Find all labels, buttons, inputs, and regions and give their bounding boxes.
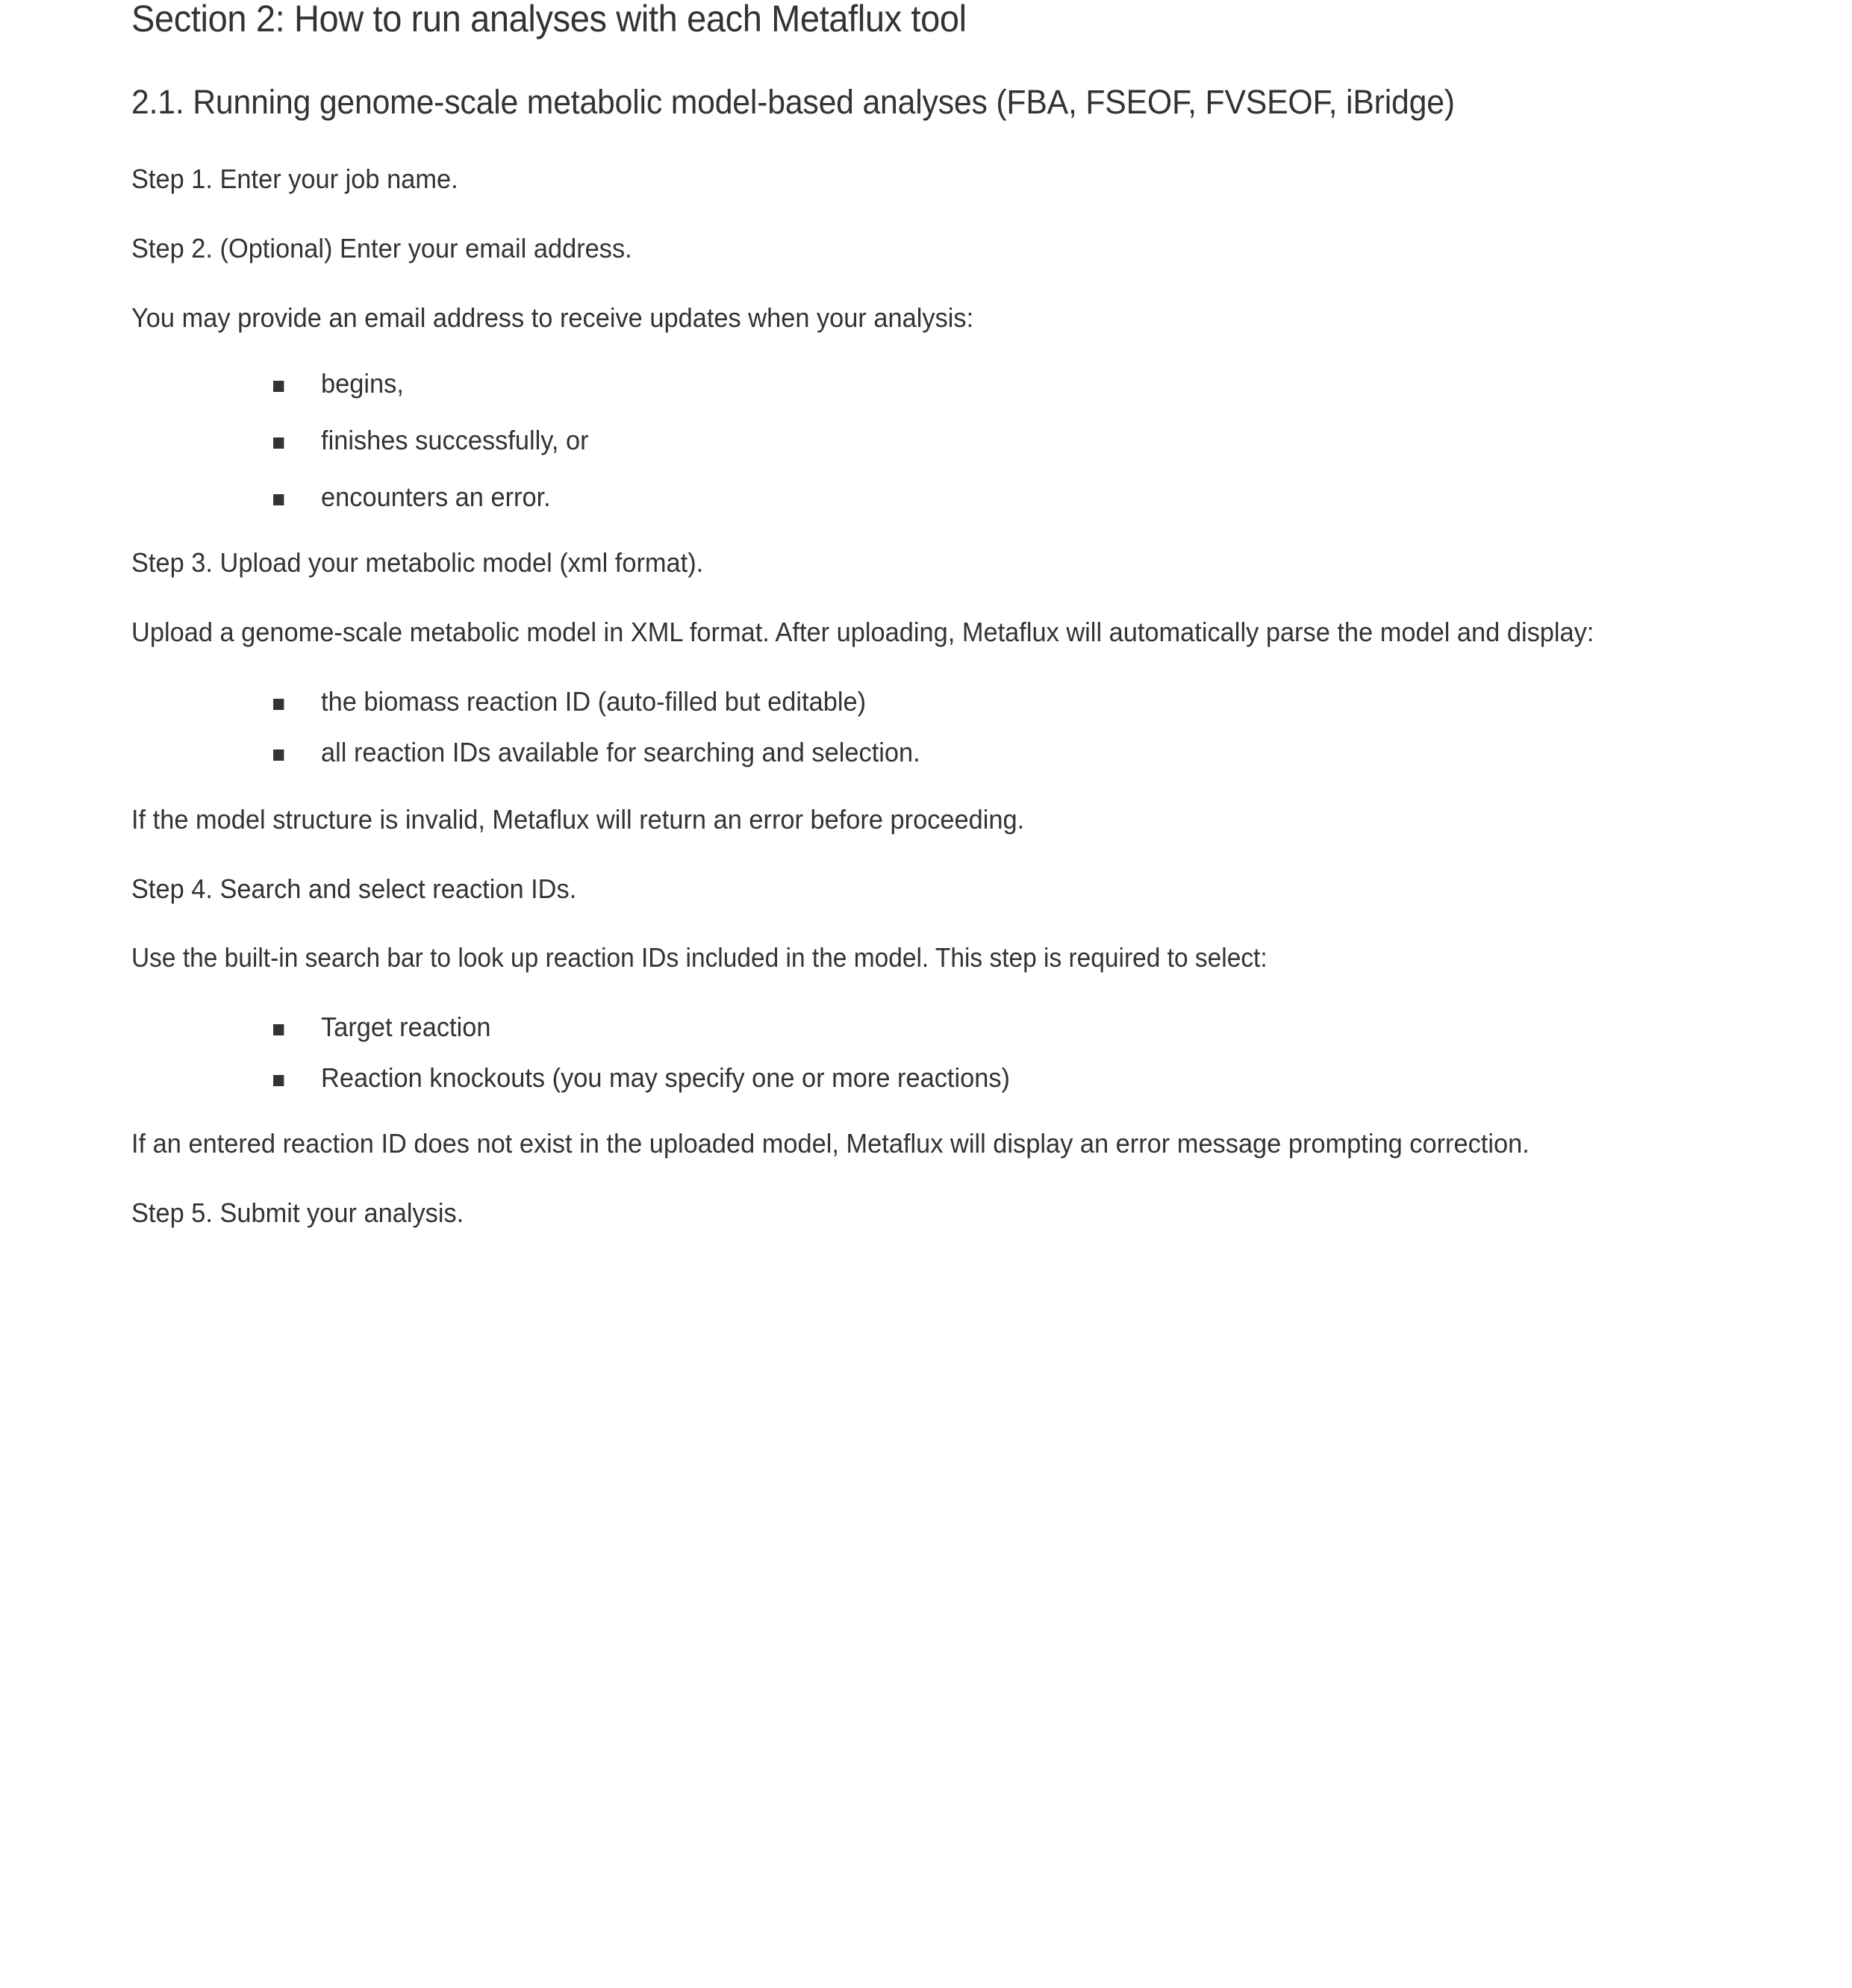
search-selection-list xyxy=(131,1007,1620,1098)
list-item-label: finishes successfully, or xyxy=(321,425,589,456)
invalid-model-note: If the model structure is invalid, Metaflux will return an error before proceeding. xyxy=(131,803,1025,835)
list-item xyxy=(131,364,1553,404)
search-paragraph: Use the built-in search bar to look up reaction IDs included in the model. This step is required to select: xyxy=(131,942,1268,973)
list-item-label: Reaction knockouts (you may specify one or more reactions) xyxy=(321,1062,1010,1094)
list-item xyxy=(131,420,1553,461)
step-3-text: Step 3. Upload your metabolic model (xml format). xyxy=(131,547,704,579)
list-item xyxy=(131,732,1553,773)
square-bullet-icon xyxy=(273,1024,284,1035)
step-2-text: Step 2. (Optional) Enter your email address. xyxy=(131,233,632,264)
list-item-label: the biomass reaction ID (auto-filled but editable) xyxy=(321,685,867,717)
square-bullet-icon xyxy=(273,750,284,761)
list-item xyxy=(131,1007,1553,1047)
step-4-text: Step 4. Search and select reaction IDs. xyxy=(131,873,577,904)
document-content xyxy=(131,0,1620,1233)
subsection-heading-container xyxy=(131,76,1620,128)
subsection-heading: 2.1. Running genome-scale metabolic model-based analyses (FBA, FSEOF, FVSEOF, iBridge) xyxy=(131,83,1455,121)
list-item-label: encounters an error. xyxy=(321,482,551,513)
email-intro-text: You may provide an email address to receive updates when your analysis: xyxy=(131,302,974,333)
list-item xyxy=(131,682,1553,722)
list-item xyxy=(131,477,1553,517)
upload-paragraph: Upload a genome-scale metabolic model in XML format. After uploading, Metaflux will automatically parse the model and display: xyxy=(131,617,1594,648)
list-item xyxy=(131,1058,1553,1098)
square-bullet-icon xyxy=(273,699,284,710)
list-item-label: begins, xyxy=(321,368,404,399)
step-1-text: Step 1. Enter your job name. xyxy=(131,163,458,195)
square-bullet-icon xyxy=(273,1075,284,1086)
list-item-label: Target reaction xyxy=(321,1012,491,1043)
square-bullet-icon xyxy=(273,494,284,505)
upload-display-list xyxy=(131,682,1620,773)
missing-id-note: If an entered reaction ID does not exist in the uploaded model, Metaflux will display an error message prompting correction. xyxy=(131,1128,1530,1159)
step-5-text: Step 5. Submit your analysis. xyxy=(131,1197,464,1228)
section-heading: Section 2: How to run analyses with each Metaflux tool xyxy=(131,0,967,40)
square-bullet-icon xyxy=(273,381,284,392)
square-bullet-icon xyxy=(273,437,284,449)
section-heading-container xyxy=(131,0,1620,43)
list-item-label: all reaction IDs available for searching and selection. xyxy=(321,736,920,767)
email-notification-list xyxy=(131,364,1620,517)
